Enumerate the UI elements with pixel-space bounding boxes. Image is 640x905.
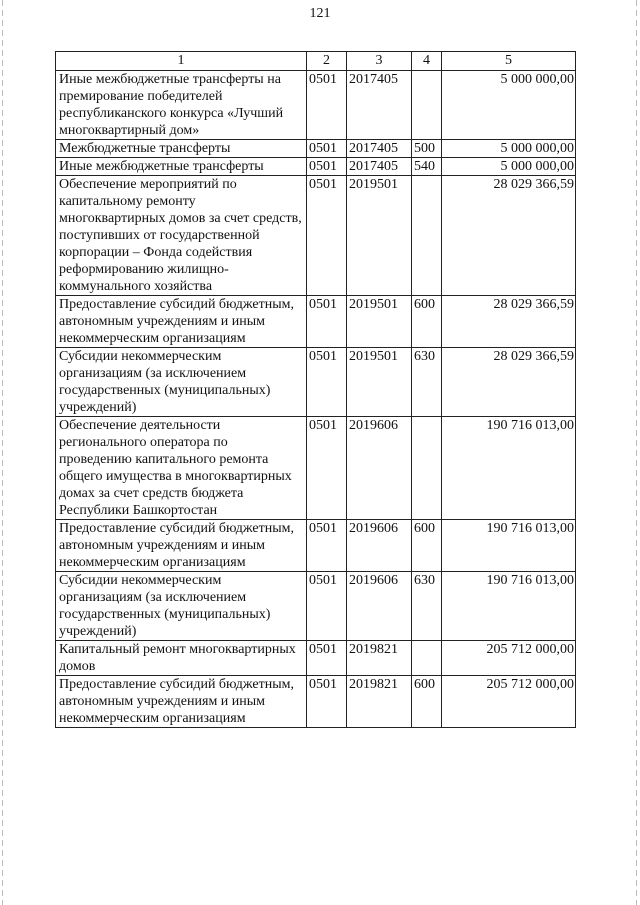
row-name: Межбюджетные трансферты xyxy=(56,140,307,158)
row-section-code: 0501 xyxy=(307,676,347,728)
table-row xyxy=(56,348,576,417)
row-amount: 190 716 013,00 xyxy=(442,417,576,520)
row-section-code: 0501 xyxy=(307,176,347,296)
row-name: Обеспечение мероприятий по капитальному ремонту многоквартирных домов за счет средств, поступивших от государственной корпорации – Фонда содействия реформированию жилищно-коммунального хозяйства xyxy=(56,176,307,296)
row-section-code: 0501 xyxy=(307,417,347,520)
row-name: Обеспечение деятельности регионального оператора по проведению капитального ремонта общего имущества в многоквартирных домах за счет средств бюджета Республики Башкортостан xyxy=(56,417,307,520)
row-type-code: 630 xyxy=(412,348,442,417)
row-name: Предоставление субсидий бюджетным, автономным учреждениям и иным некоммерческим организациям xyxy=(56,296,307,348)
row-article-code: 2017405 xyxy=(347,71,412,140)
budget-table xyxy=(55,51,576,728)
row-type-code: 540 xyxy=(412,158,442,176)
table-row xyxy=(56,176,576,296)
table-row xyxy=(56,296,576,348)
row-amount: 5 000 000,00 xyxy=(442,140,576,158)
row-section-code: 0501 xyxy=(307,348,347,417)
row-name: Предоставление субсидий бюджетным, автономным учреждениям и иным некоммерческим организациям xyxy=(56,520,307,572)
header-col-5: 5 xyxy=(442,52,576,71)
table-row xyxy=(56,140,576,158)
page-number: 121 xyxy=(309,6,331,21)
row-section-code: 0501 xyxy=(307,572,347,641)
row-amount: 190 716 013,00 xyxy=(442,520,576,572)
row-name: Предоставление субсидий бюджетным, автономным учреждениям и иным некоммерческим организациям xyxy=(56,676,307,728)
table-row xyxy=(56,417,576,520)
row-name: Субсидии некоммерческим организациям (за исключением государственных (муниципальных) учреждений) xyxy=(56,348,307,417)
row-amount: 205 712 000,00 xyxy=(442,676,576,728)
row-section-code: 0501 xyxy=(307,158,347,176)
row-type-code: 500 xyxy=(412,140,442,158)
row-amount: 5 000 000,00 xyxy=(442,71,576,140)
row-article-code: 2019501 xyxy=(347,296,412,348)
header-col-2: 2 xyxy=(307,52,347,71)
header-col-1: 1 xyxy=(56,52,307,71)
table-row xyxy=(56,158,576,176)
row-article-code: 2017405 xyxy=(347,158,412,176)
row-type-code xyxy=(412,641,442,676)
row-section-code: 0501 xyxy=(307,641,347,676)
row-article-code: 2019501 xyxy=(347,348,412,417)
row-section-code: 0501 xyxy=(307,140,347,158)
row-article-code: 2017405 xyxy=(347,140,412,158)
row-type-code: 600 xyxy=(412,520,442,572)
row-amount: 28 029 366,59 xyxy=(442,296,576,348)
row-type-code xyxy=(412,417,442,520)
row-amount: 5 000 000,00 xyxy=(442,158,576,176)
table-row xyxy=(56,71,576,140)
row-type-code xyxy=(412,176,442,296)
row-amount: 28 029 366,59 xyxy=(442,348,576,417)
row-article-code: 2019821 xyxy=(347,641,412,676)
row-article-code: 2019606 xyxy=(347,520,412,572)
header-col-3: 3 xyxy=(347,52,412,71)
row-name: Капитальный ремонт многоквартирных домов xyxy=(56,641,307,676)
row-type-code xyxy=(412,71,442,140)
row-name: Иные межбюджетные трансферты на премирование победителей республиканского конкурса «Лучший многоквартирный дом» xyxy=(56,71,307,140)
row-section-code: 0501 xyxy=(307,520,347,572)
row-article-code: 2019606 xyxy=(347,572,412,641)
table-row xyxy=(56,572,576,641)
row-amount: 28 029 366,59 xyxy=(442,176,576,296)
scan-edge-right xyxy=(636,0,637,905)
table-row xyxy=(56,520,576,572)
table-row xyxy=(56,676,576,728)
row-article-code: 2019606 xyxy=(347,417,412,520)
row-type-code: 600 xyxy=(412,296,442,348)
table-row xyxy=(56,641,576,676)
scan-edge-left xyxy=(2,0,3,905)
row-amount: 205 712 000,00 xyxy=(442,641,576,676)
row-section-code: 0501 xyxy=(307,296,347,348)
row-article-code: 2019501 xyxy=(347,176,412,296)
row-article-code: 2019821 xyxy=(347,676,412,728)
row-name: Иные межбюджетные трансферты xyxy=(56,158,307,176)
header-row xyxy=(56,52,576,71)
row-type-code: 600 xyxy=(412,676,442,728)
row-section-code: 0501 xyxy=(307,71,347,140)
row-type-code: 630 xyxy=(412,572,442,641)
header-col-4: 4 xyxy=(412,52,442,71)
row-name: Субсидии некоммерческим организациям (за исключением государственных (муниципальных) учреждений) xyxy=(56,572,307,641)
row-amount: 190 716 013,00 xyxy=(442,572,576,641)
